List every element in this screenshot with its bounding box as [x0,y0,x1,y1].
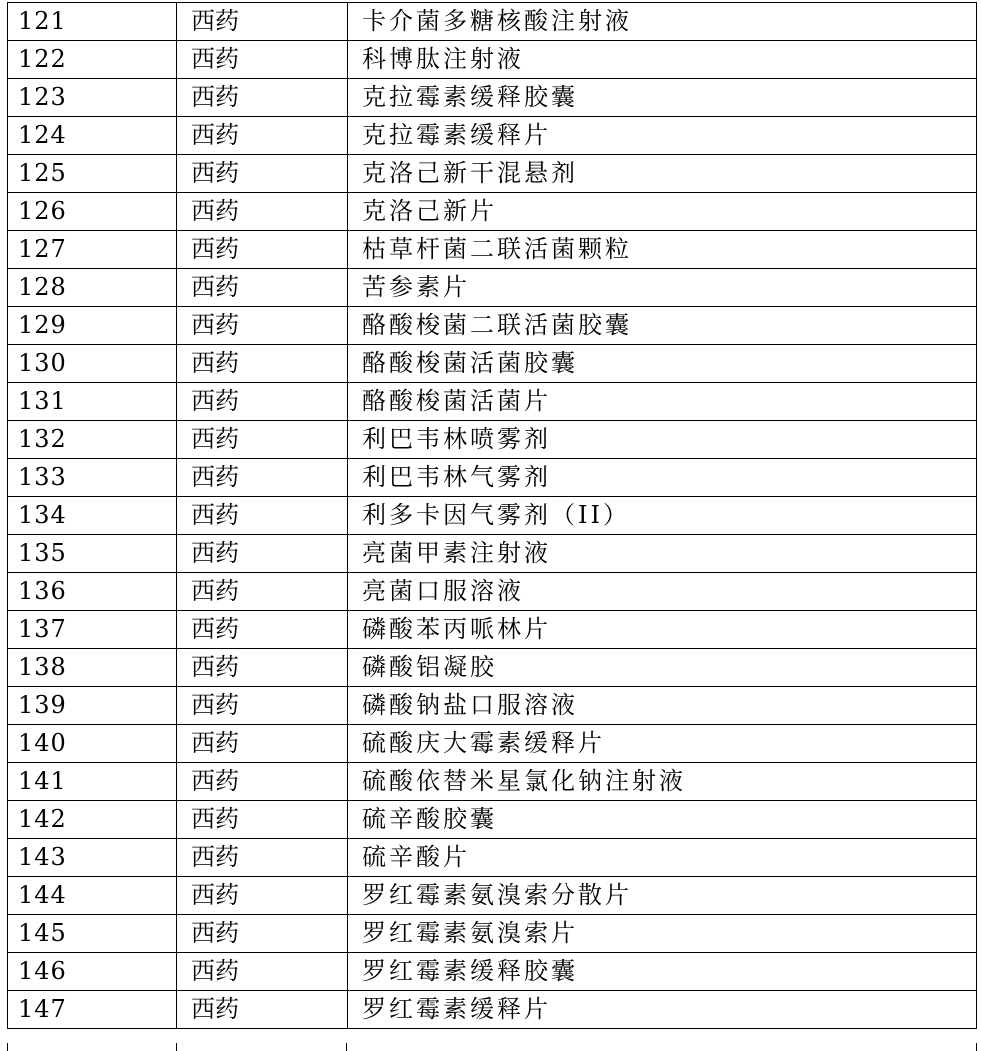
table-row [8,193,977,231]
row-number-cell: 133 [8,459,177,497]
table-row [8,79,977,117]
drug-category-cell: 西药 [177,231,348,269]
drug-name-cell: 枯草杆菌二联活菌颗粒 [348,231,977,269]
row-number-cell: 145 [8,915,177,953]
table-row [8,3,977,41]
drug-name-cell: 克洛己新干混悬剂 [348,155,977,193]
table-row [8,573,977,611]
row-number-cell: 128 [8,269,177,307]
row-number-cell: 136 [8,573,177,611]
row-number-cell: 134 [8,497,177,535]
row-number-cell: 121 [8,3,177,41]
row-number-cell: 126 [8,193,177,231]
drug-name-cell: 克拉霉素缓释片 [348,117,977,155]
row-number-cell: 135 [8,535,177,573]
table-row [8,725,977,763]
drug-name-cell: 科博肽注射液 [348,41,977,79]
drug-category-cell: 西药 [177,535,348,573]
drug-category-cell: 西药 [177,41,348,79]
drug-name-cell: 利多卡因气雾剂（II） [348,497,977,535]
drug-name-cell: 酪酸梭菌活菌片 [348,383,977,421]
drug-name-cell: 克拉霉素缓释胶囊 [348,79,977,117]
table-row [8,345,977,383]
table-row [8,307,977,345]
drug-name-cell: 磷酸铝凝胶 [348,649,977,687]
table-row [8,497,977,535]
drug-category-cell: 西药 [177,3,348,41]
drug-category-cell: 西药 [177,877,348,915]
table-row [8,269,977,307]
row-number-cell: 141 [8,763,177,801]
drug-category-cell: 西药 [177,155,348,193]
row-number-cell: 144 [8,877,177,915]
column-divider [346,1043,347,1051]
drug-list-table [7,2,977,1029]
table-body [8,3,977,1029]
drug-name-cell: 利巴韦林气雾剂 [348,459,977,497]
drug-category-cell: 西药 [177,687,348,725]
row-number-cell: 131 [8,383,177,421]
table-row [8,535,977,573]
row-number-cell: 138 [8,649,177,687]
drug-name-cell: 酪酸梭菌活菌胶囊 [348,345,977,383]
table-row [8,953,977,991]
drug-category-cell: 西药 [177,611,348,649]
drug-category-cell: 西药 [177,269,348,307]
table-row [8,117,977,155]
drug-category-cell: 西药 [177,839,348,877]
column-divider [176,1043,177,1051]
row-number-cell: 140 [8,725,177,763]
table-row [8,839,977,877]
drug-name-cell: 罗红霉素缓释胶囊 [348,953,977,991]
table-row [8,991,977,1029]
drug-category-cell: 西药 [177,193,348,231]
table-row [8,383,977,421]
drug-category-cell: 西药 [177,421,348,459]
table-row [8,763,977,801]
drug-category-cell: 西药 [177,345,348,383]
drug-name-cell: 苦参素片 [348,269,977,307]
table-row [8,877,977,915]
drug-category-cell: 西药 [177,307,348,345]
row-number-cell: 122 [8,41,177,79]
drug-category-cell: 西药 [177,497,348,535]
row-number-cell: 130 [8,345,177,383]
drug-name-cell: 卡介菌多糖核酸注射液 [348,3,977,41]
drug-name-cell: 磷酸苯丙哌林片 [348,611,977,649]
table-row [8,155,977,193]
table-row [8,915,977,953]
row-number-cell: 142 [8,801,177,839]
table-row [8,801,977,839]
drug-category-cell: 西药 [177,383,348,421]
row-number-cell: 146 [8,953,177,991]
row-number-cell: 129 [8,307,177,345]
drug-name-cell: 磷酸钠盐口服溶液 [348,687,977,725]
drug-category-cell: 西药 [177,573,348,611]
table-row [8,231,977,269]
drug-category-cell: 西药 [177,953,348,991]
drug-category-cell: 西药 [177,915,348,953]
drug-name-cell: 罗红霉素氨溴索片 [348,915,977,953]
drug-category-cell: 西药 [177,459,348,497]
drug-name-cell: 硫酸庆大霉素缓释片 [348,725,977,763]
drug-name-cell: 亮菌甲素注射液 [348,535,977,573]
drug-name-cell: 利巴韦林喷雾剂 [348,421,977,459]
table-row [8,611,977,649]
drug-name-cell: 克洛己新片 [348,193,977,231]
row-number-cell: 124 [8,117,177,155]
drug-category-cell: 西药 [177,763,348,801]
table-continuation [7,1043,977,1051]
drug-category-cell: 西药 [177,117,348,155]
drug-name-cell: 酪酸梭菌二联活菌胶囊 [348,307,977,345]
drug-name-cell: 硫酸依替米星氯化钠注射液 [348,763,977,801]
drug-category-cell: 西药 [177,801,348,839]
drug-category-cell: 西药 [177,649,348,687]
drug-name-cell: 罗红霉素氨溴索分散片 [348,877,977,915]
drug-category-cell: 西药 [177,991,348,1029]
row-number-cell: 125 [8,155,177,193]
drug-name-cell: 硫辛酸胶囊 [348,801,977,839]
table-row [8,41,977,79]
row-number-cell: 132 [8,421,177,459]
table-row [8,421,977,459]
drug-name-cell: 罗红霉素缓释片 [348,991,977,1029]
table-row [8,459,977,497]
row-number-cell: 123 [8,79,177,117]
row-number-cell: 143 [8,839,177,877]
drug-name-cell: 硫辛酸片 [348,839,977,877]
drug-category-cell: 西药 [177,725,348,763]
drug-name-cell: 亮菌口服溶液 [348,573,977,611]
table-row [8,649,977,687]
row-number-cell: 147 [8,991,177,1029]
row-number-cell: 137 [8,611,177,649]
row-number-cell: 139 [8,687,177,725]
row-number-cell: 127 [8,231,177,269]
drug-category-cell: 西药 [177,79,348,117]
table-row [8,687,977,725]
